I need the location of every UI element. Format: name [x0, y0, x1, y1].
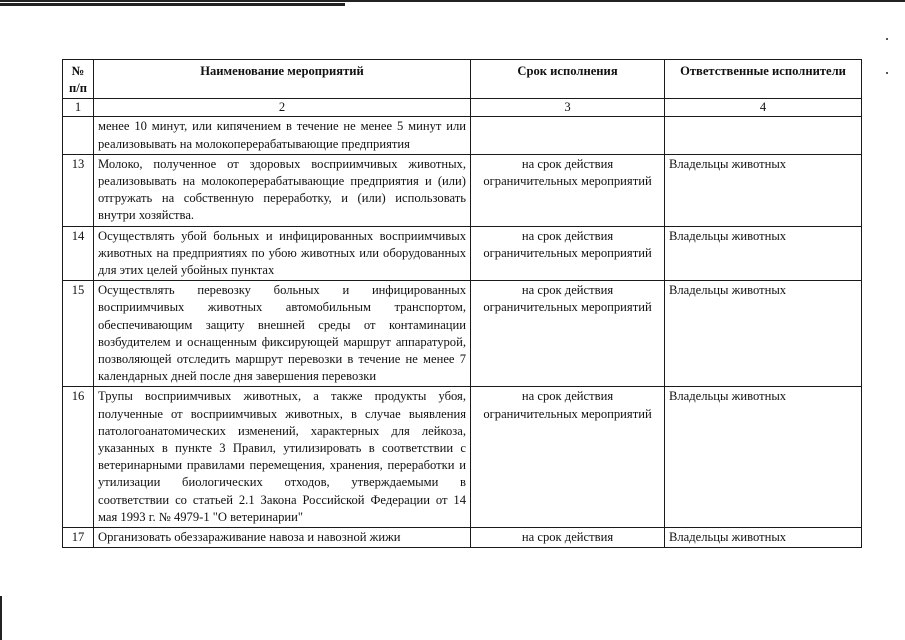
table-row — [63, 387, 862, 528]
row-term: на срок действия ограничительных мероприятий — [471, 226, 665, 281]
table-row — [63, 528, 862, 548]
column-number: 1 — [63, 99, 94, 117]
table-row — [63, 154, 862, 226]
row-measure-text: менее 10 минут, или кипячением в течение не менее 5 минут или реализовывать на молокоперерабатывающие предприятия — [94, 117, 471, 154]
row-number: 14 — [63, 226, 94, 281]
row-measure-text: Трупы восприимчивых животных, а также продукты убоя, полученные от восприимчивых животных, в случае выявления патологоанатомических изменений, характерных для лейкоза, указанных в пункте 3 Правил, утилизировать в соответствии с ветеринарными правилами перемещения, хранения, переработки и утилизации биологических отходов, утверждаемыми в соответствии со статьей 2.1 Закона Российской Федерации от 14 мая 1993 г. № 4979-1 "О ветеринарии" — [94, 387, 471, 528]
table-row — [63, 117, 862, 154]
scan-top-border — [0, 0, 905, 2]
row-measure-text: Молоко, полученное от здоровых восприимчивых животных, реализовывать на молокоперерабатывающие предприятия и (или) отгружать на собственную переработку, и (или) использовать внутри хозяйства. — [94, 154, 471, 226]
row-term — [471, 117, 665, 154]
row-responsible: Владельцы животных — [665, 281, 862, 387]
row-term: на срок действия — [471, 528, 665, 548]
row-responsible: Владельцы животных — [665, 154, 862, 226]
header-num: № п/п — [63, 60, 94, 99]
row-number: 13 — [63, 154, 94, 226]
header-row — [63, 60, 862, 99]
row-number: 16 — [63, 387, 94, 528]
header-name: Наименование мероприятий — [94, 60, 471, 99]
table-row — [63, 281, 862, 387]
header-responsible: Ответственные исполнители — [665, 60, 862, 99]
column-number: 2 — [94, 99, 471, 117]
table-row — [63, 226, 862, 281]
row-term: на срок действия ограничительных мероприятий — [471, 387, 665, 528]
row-responsible: Владельцы животных — [665, 387, 862, 528]
row-responsible: Владельцы животных — [665, 226, 862, 281]
row-number — [63, 117, 94, 154]
row-measure-text: Осуществлять перевозку больных и инфицированных восприимчивых животных автомобильным транспортом, обеспечивающим защиту внешней среды от контаминации возбудителем и оснащенным фиксирующей маршрут аппаратурой, позволяющей отследить маршрут перевозки в течение не менее 7 календарных дней после дня завершения перевозки — [94, 281, 471, 387]
row-number: 15 — [63, 281, 94, 387]
scan-left-edge — [0, 596, 2, 640]
row-measure-text: Организовать обеззараживание навоза и навозной жижи — [94, 528, 471, 548]
column-number: 4 — [665, 99, 862, 117]
row-measure-text: Осуществлять убой больных и инфицированных восприимчивых животных на предприятиях по убою животных или оборудованных для этих целей убойных пунктах — [94, 226, 471, 281]
header-term: Срок исполнения — [471, 60, 665, 99]
row-responsible: Владельцы животных — [665, 528, 862, 548]
column-number-row — [63, 99, 862, 117]
row-term: на срок действия ограничительных мероприятий — [471, 281, 665, 387]
scan-speck — [886, 38, 888, 40]
scan-top-edge — [0, 3, 345, 6]
scan-speck — [886, 72, 888, 74]
measures-table — [62, 59, 862, 548]
row-term: на срок действия ограничительных мероприятий — [471, 154, 665, 226]
column-number: 3 — [471, 99, 665, 117]
row-number: 17 — [63, 528, 94, 548]
row-responsible — [665, 117, 862, 154]
